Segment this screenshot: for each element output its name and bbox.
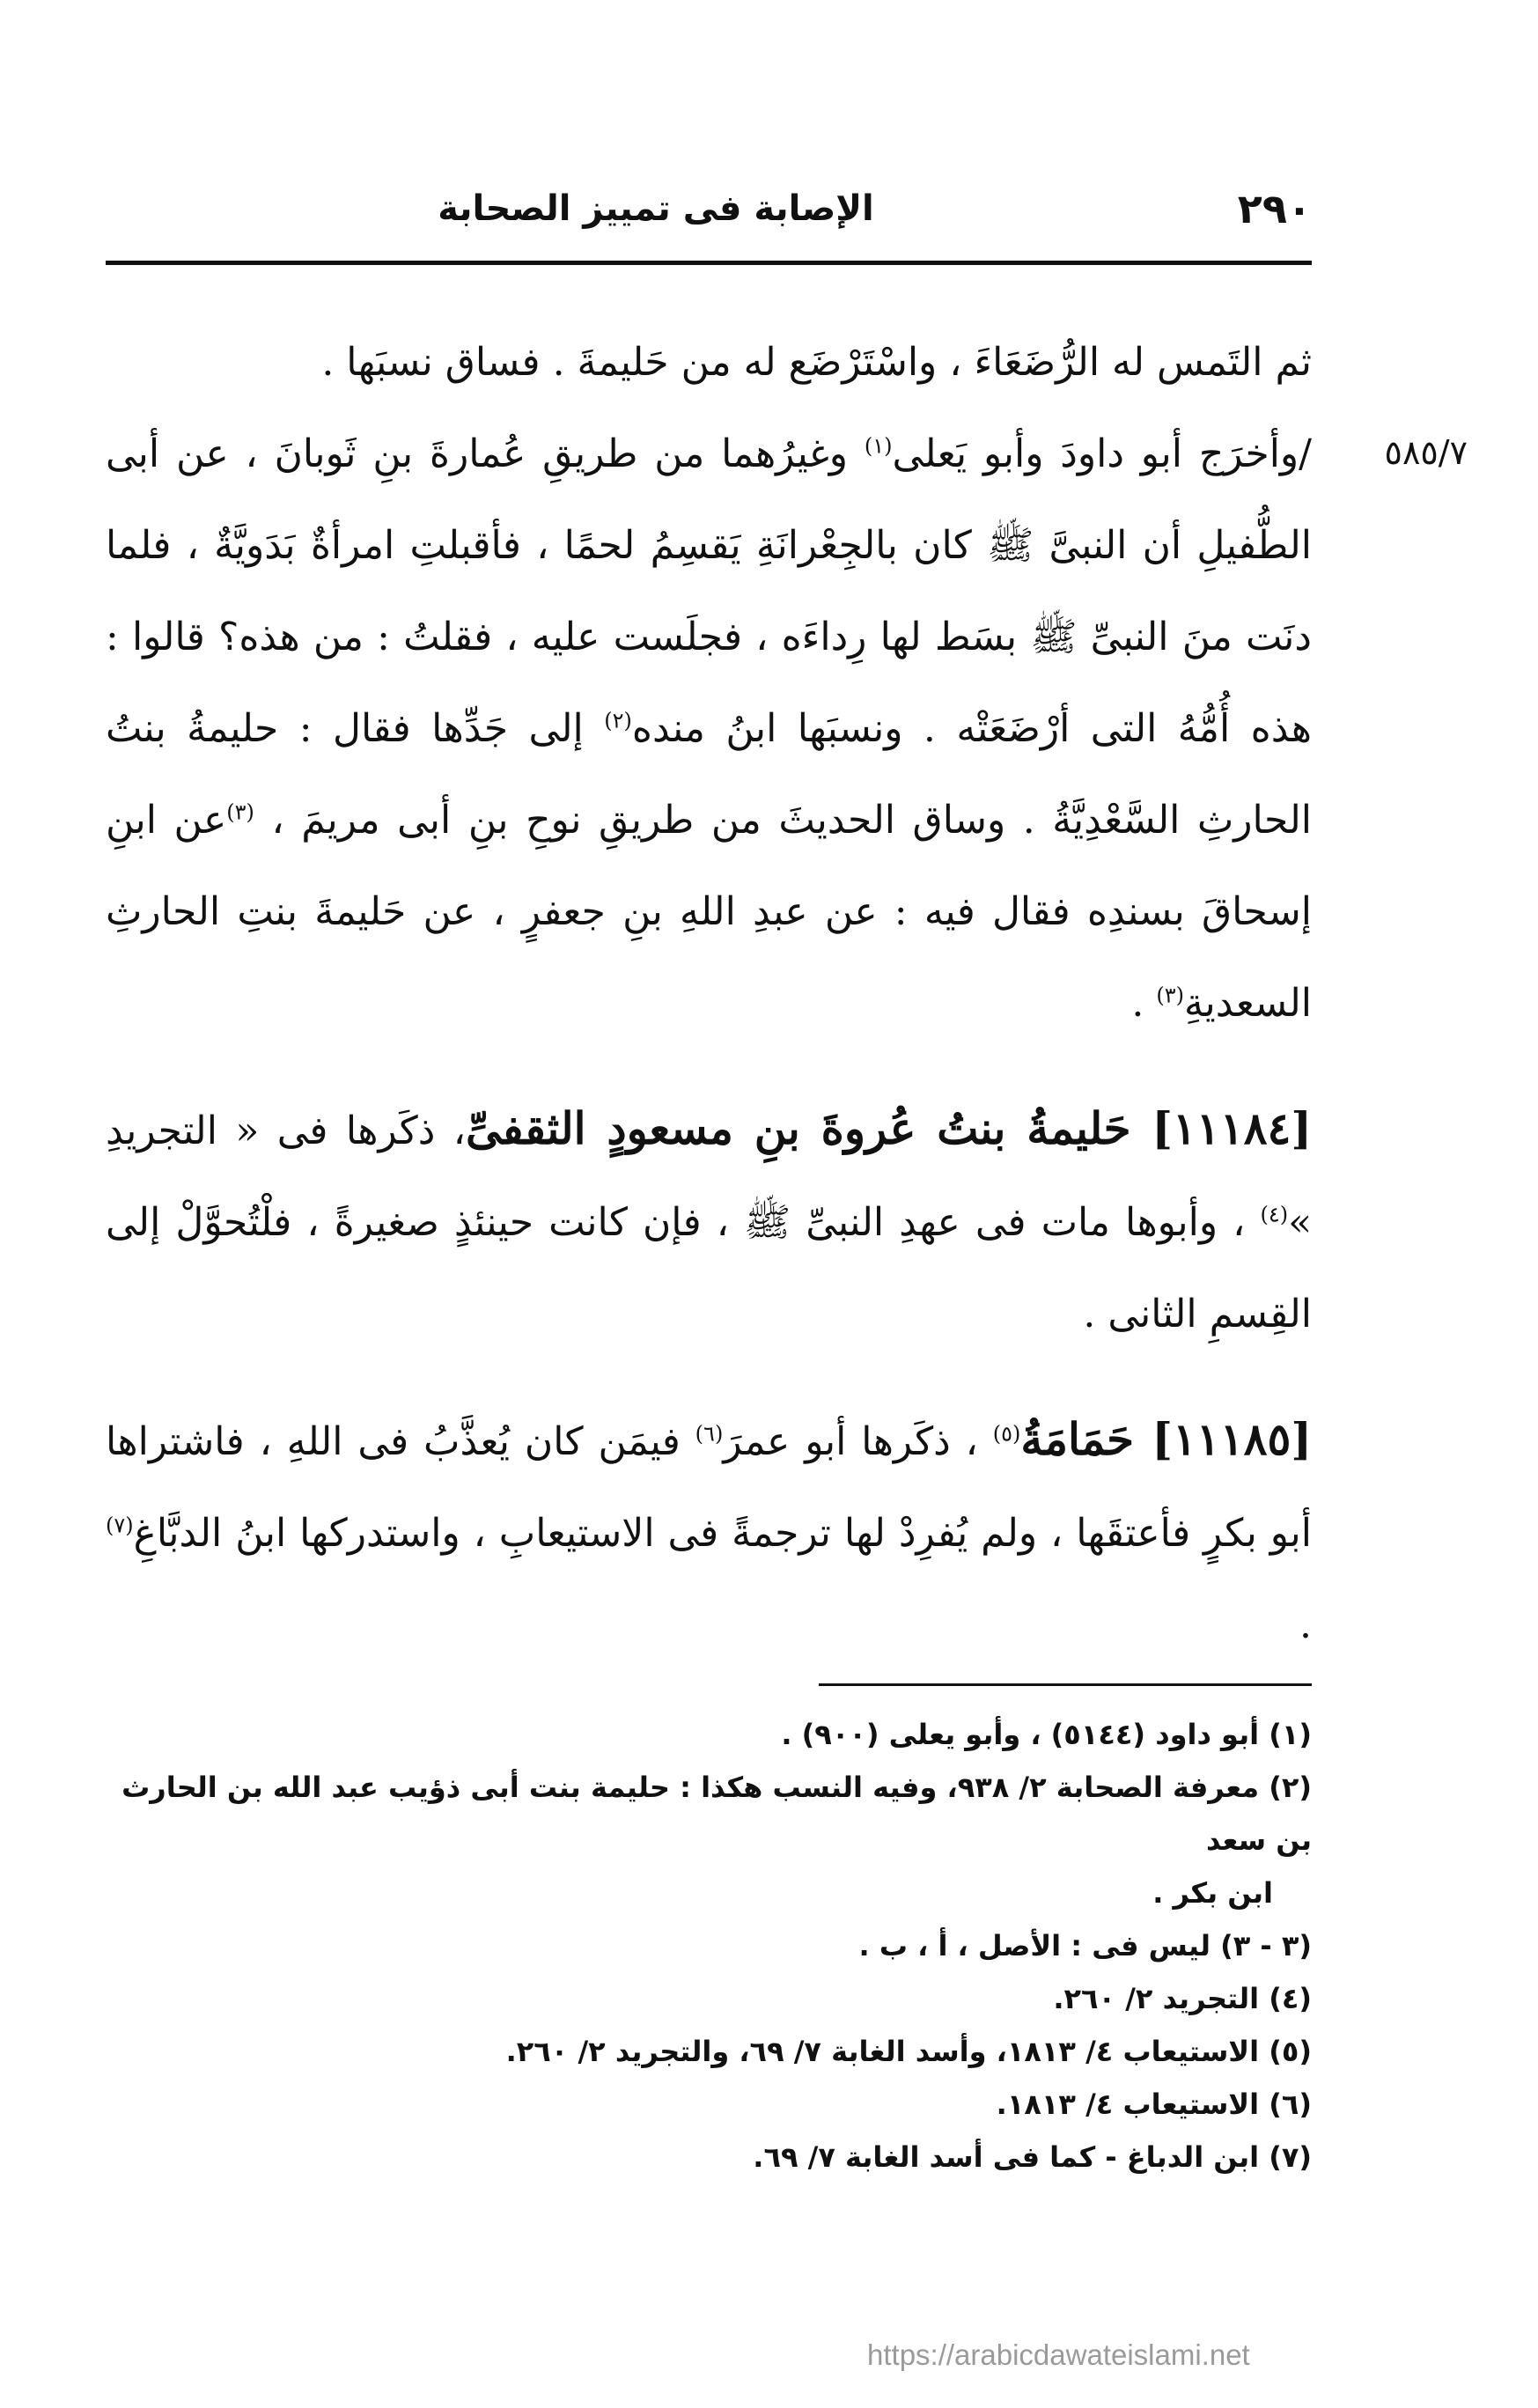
page-header <box>106 185 1312 247</box>
footnote-ref: (٦) <box>695 1421 724 1447</box>
footnote-ref: (٧) <box>106 1513 134 1538</box>
entry-number: [١١١٨٥] <box>1152 1413 1313 1465</box>
footnote-ref: (٣) <box>226 799 254 825</box>
main-text <box>106 317 1312 1671</box>
footnote-6: (٦) الاستيعاب ٤/ ١٨١٣. <box>996 2088 1312 2121</box>
footnote-ref: (١) <box>864 433 893 459</box>
footnote-3: (٣ - ٣) ليس فى : الأصل ، أ ، ب . <box>858 1929 1312 1962</box>
footnote-ref: (٣) <box>1156 983 1184 1008</box>
page-number: ٢٩٠ <box>1237 185 1312 232</box>
entry-11185: [١١١٨٥] حَمَامَةُ$^{(٥)}$ ، ذكَرها أبو عمرَ$^{(٦)}$ فيمَن كان يُعذَّبُ فى اللهِ ، فاشتراها أبو بكرٍ فأعتقَها ، ولم يُفرِدْ لها ترجمةً فى الاستيعابِ ، واستدركها ابنُ الدبَّاغِ$^{(٧)}$ . <box>106 1413 1313 1647</box>
footnote-rule <box>819 1683 1312 1686</box>
footnote-4: (٤) التجريد ٢/ ٢٦٠. <box>1053 1982 1312 2015</box>
paragraph: ثم التَمس له الرُّضَعَاءَ ، واسْتَرْضَع له من حَليمةَ . فساق نسبَها . <box>321 340 1312 385</box>
entry-11184: [١١١٨٤] حَليمةُ بنتُ عُروةَ بنِ مسعودٍ الثقفىِّ، ذكَرها فى « التجريدِ »$^{(٤)}$ ، وأبوها مات فى عهدِ النبىِّ ﷺ ، فإن كانت حينئذٍ صغيرةً ، فلْتُحوَّلْ إلى القِسمِ الثانى . <box>106 1102 1312 1337</box>
entry-number: [١١١٨٤] <box>1152 1102 1312 1154</box>
footnote-2-continuation: ابن بكر . <box>1152 1876 1273 1910</box>
footnote-ref: (٥) <box>992 1421 1021 1447</box>
footnote-2: (٢) معرفة الصحابة ٢/ ٩٣٨، وفيه النسب هكذا : حليمة بنت أبى ذؤيب عبد الله بن الحارث بن سعد <box>121 1771 1312 1857</box>
margin-reference: ٥٨٥/٧ <box>1384 433 1468 472</box>
footnote-ref: (٤) <box>1260 1202 1289 1227</box>
entry-name: حَمَامَةُ <box>1020 1413 1152 1465</box>
footnote-7: (٧) ابن الدباغ - كما فى أسد الغابة ٧/ ٦٩. <box>753 2140 1312 2174</box>
running-title: الإصابة فى تمييز الصحابة <box>438 188 874 229</box>
watermark-url: https://arabicdawateislami.net <box>867 2338 1250 2371</box>
footnote-5: (٥) الاستيعاب ٤/ ١٨١٣، وأسد الغابة ٧/ ٦٩، والتجريد ٢/ ٢٦٠. <box>505 2035 1312 2068</box>
footnotes <box>106 1708 1312 2183</box>
paragraph: /وأخرَج أبو داودَ وأبو يَعلى$^{(١)}$ وغيرُهما من طريقِ عُمارةَ بنِ ثَوبانَ ، عن أبى الطُّفيلِ أن النبىَّ ﷺ كان بالجِعْرانَةِ يَقسِمُ لحمًا ، فأقبلتِ امرأةٌ بَدَويَّةٌ ، فلما دنَت منَ النبىِّ ﷺ بسَط لها رِداءَه ، فجلَست عليه ، فقلتُ : من هذه؟ قالوا : هذه أُمُّهُ التى أرْضَعَتْه . ونسبَها ابنُ منده$^{(٢)}$ إلى جَدِّها فقال : حليمةُ بنتُ الحارثِ السَّعْدِيَّةُ . وساق الحديثَ من طريقِ نوحِ بنِ أبى مريمَ ، $^{(٣)}$عن ابنِ إسحاقَ بسندِه فقال فيه : عن عبدِ اللهِ بنِ جعفرٍ ، عن حَليمةَ بنتِ الحارثِ السعديةِ$^{(٣)}$ . <box>106 431 1312 1026</box>
footnote-ref: (٢) <box>604 708 632 733</box>
header-rule <box>106 261 1312 265</box>
footnote-1: (١) أبو داود (٥١٤٤) ، وأبو يعلى (٩٠٠) . <box>781 1718 1312 1751</box>
entry-name: حَليمةُ بنتُ عُروةَ بنِ مسعودٍ الثقفىِّ <box>465 1102 1152 1154</box>
